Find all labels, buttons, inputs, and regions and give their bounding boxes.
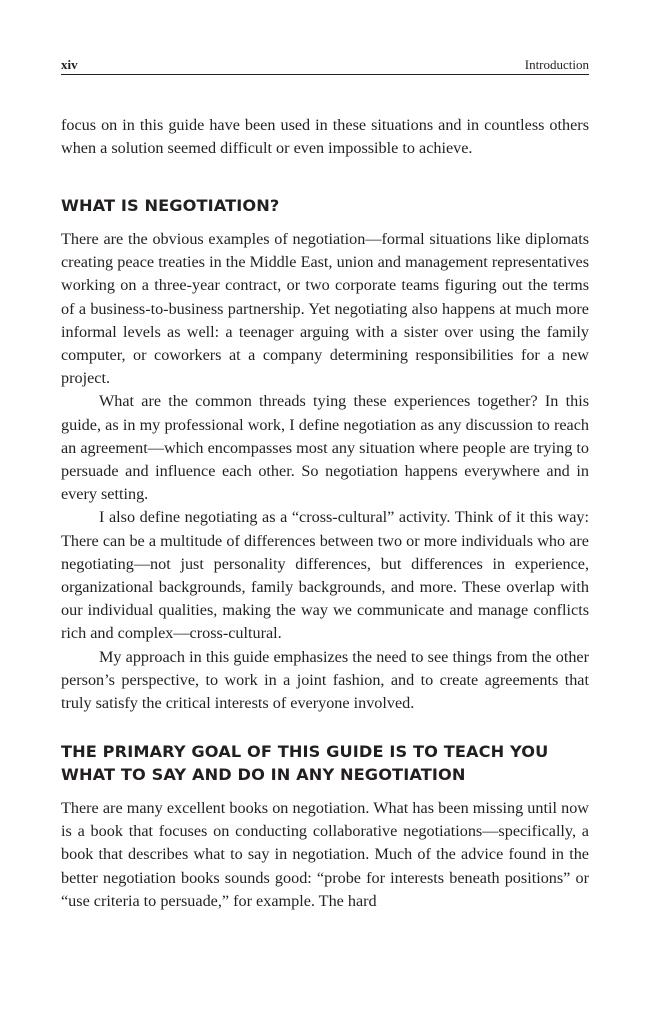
section-heading-primary-goal xyxy=(61,740,589,786)
paragraph: I also define negotiating as a “cross-cultural” activity. Think of it this way: There can be a multitude of differences between two or more individuals who are negotiating—not just personality differences, but differences in experience, organizational backgrounds, family backgrounds, and more. These overlap with our individual qualities, making the way we communicate and manage conflicts rich and complex—cross-cultural. xyxy=(61,508,589,643)
paragraph: There are many excellent books on negotiation. What has been missing until now is a book that focuses on conducting collaborative negotiations—specifically, a book that describes what to say in negotiation. Much of the advice found in the better negotiation books sounds good: “probe for interests beneath positions” or “use criteria to persuade,” for example. The hard xyxy=(61,799,589,910)
section-heading-what-is-negotiation: WHAT IS NEGOTIATION? xyxy=(61,196,280,215)
running-head xyxy=(61,56,589,75)
heading-line: WHAT TO SAY AND DO IN ANY NEGOTIATION xyxy=(61,765,466,784)
page-number: xiv xyxy=(61,57,78,72)
section-body-what-is-negotiation xyxy=(61,228,589,715)
intro-paragraph: focus on in this guide have been used in these situations and in countless others when a solution seemed difficult or even impossible to achieve. xyxy=(61,116,589,158)
section-body-primary-goal xyxy=(61,797,589,913)
paragraph: There are the obvious examples of negotiation—formal situations like diplomats creating peace treaties in the Middle East, union and management representatives working on a three-year contract, or two corporate teams figuring out the terms of a business-to-business partnership. Yet negotiating also happens at much more informal levels as well: a teenager arguing with a sister over using the family computer, or coworkers at a company determining responsibilities for a new project. xyxy=(61,230,589,388)
paragraph: What are the common threads tying these experiences together? In this guide, as in my professional work, I define negotiation as any discussion to reach an agreement—which encompasses most any situation where people are trying to persuade and influence each other. So negotiation happens everywhere and in every setting. xyxy=(61,392,589,504)
heading-line: THE PRIMARY GOAL OF THIS GUIDE IS TO TEACH YOU xyxy=(61,742,549,761)
running-head-section: Introduction xyxy=(524,57,589,72)
paragraph: My approach in this guide emphasizes the need to see things from the other person’s perspective, to work in a joint fashion, and to create agreements that truly satisfy the critical interests of everyone involved. xyxy=(61,647,589,713)
